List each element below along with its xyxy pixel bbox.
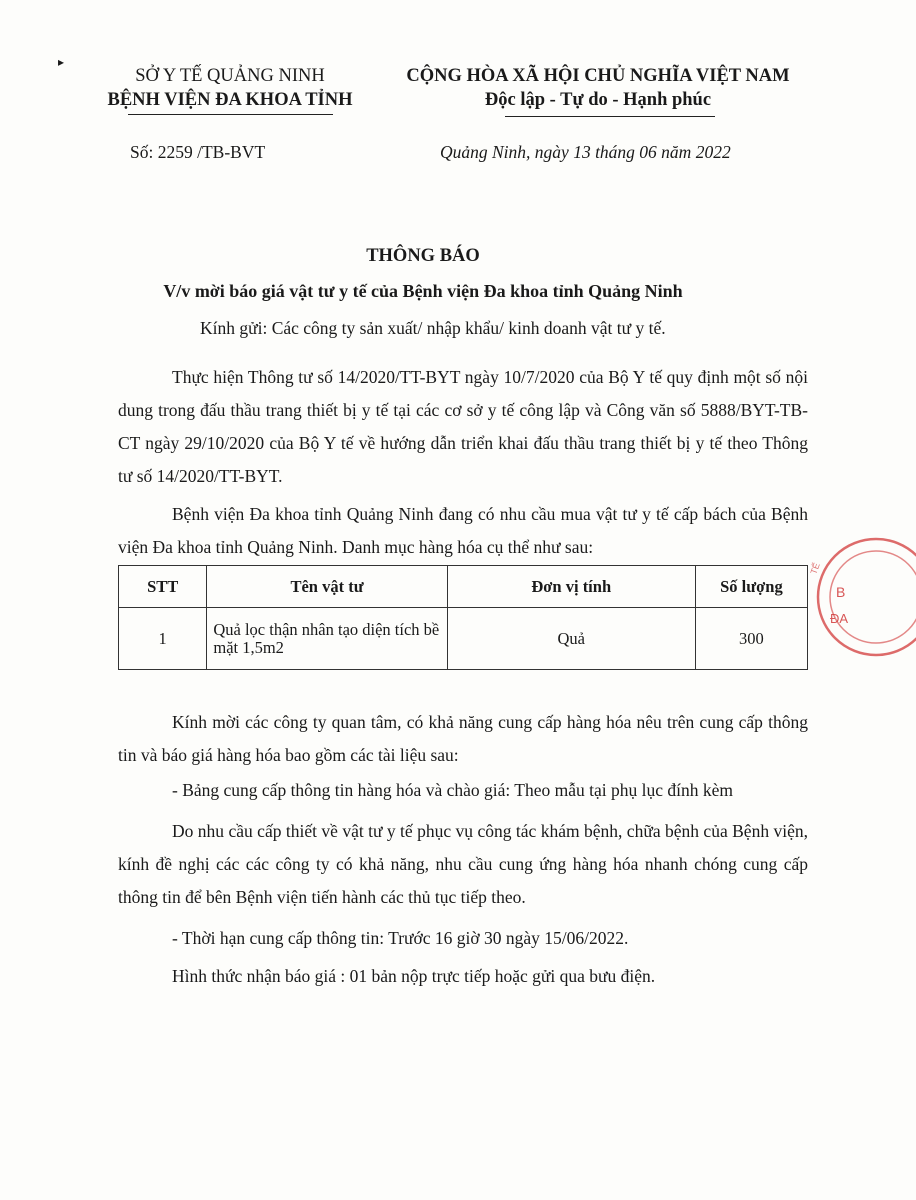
table-header-row [119,566,808,608]
issuer-block [95,64,365,112]
document-subtitle: V/v mời báo giá vật tư y tế của Bệnh viện Đa khoa tỉnh Quảng Ninh [163,281,683,301]
seal-text-da: ĐA [830,611,849,626]
cell-item-name: Quả lọc thận nhân tạo diện tích bề mặt 1,5m2 [207,608,447,670]
place-date: Quảng Ninh, ngày 13 tháng 06 năm 2022 [440,142,731,162]
paragraph-invitation: Kính mời các công ty quan tâm, có khả năng cung cấp hàng hóa nêu trên cung cấp thông tin và báo giá hàng hóa bao gồm các tài liệu sau: [118,712,808,765]
issuer-department: SỞ Y TẾ QUẢNG NINH [135,66,325,86]
cell-stt: 1 [119,608,207,670]
header-quantity: Số lượng [695,566,807,608]
document-title: THÔNG BÁO [366,246,480,266]
paragraph-urgency: Do nhu cầu cấp thiết về vật tư y tế phục vụ công tác khám bệnh, chữa bệnh của Bệnh viện, kính đề nghị các các công ty có khả năng, nhu cầu cung ứng hàng hóa nhanh chóng cung cấp thông tin để bên Bệnh viện tiến hành các thủ tục tiếp theo. [118,821,808,907]
seal-text-b: B [836,584,846,600]
national-heading [388,64,808,112]
header-unit: Đơn vị tính [447,566,695,608]
goods-table [118,565,808,670]
cell-quantity: 300 [695,608,807,670]
motto-underline [505,116,715,117]
cell-unit: Quả [447,608,695,670]
recipient-line: Kính gửi: Các công ty sản xuất/ nhập khẩu/ kinh doanh vật tư y tế. [200,318,666,338]
header-item-name: Tên vật tư [207,566,447,608]
table-row [119,608,808,670]
document-number: Số: 2259 /TB-BVT [130,142,266,162]
issuer-underline [128,114,333,115]
seal-text-te: TẾ [808,561,822,576]
paragraph-submission: Hình thức nhận báo giá : 01 bản nộp trực tiếp hoặc gửi qua bưu điện. [172,966,656,986]
national-name: CỘNG HÒA XÃ HỘI CHỦ NGHĨA VIỆT NAM [406,66,790,86]
red-seal-stamp [806,535,916,660]
scan-mark: ▸ [58,55,65,69]
paragraph-legal-basis: Thực hiện Thông tư số 14/2020/TT-BYT ngày 10/7/2020 của Bộ Y tế quy định một số nội dung trong đấu thầu trang thiết bị y tế tại các cơ sở y tế công lập và Công văn số 5888/BYT-TB-CT ngày 29/10/2020 của Bộ Y tế về hướng dẫn triển khai đấu thầu trang thiết bị y tế theo Thông tư số 14/2020/TT-BYT. [118,367,808,486]
header-stt: STT [119,566,207,608]
paragraph-need: Bệnh viện Đa khoa tỉnh Quảng Ninh đang có nhu cầu mua vật tư y tế cấp bách của Bệnh viện Đa khoa tỉnh Quảng Ninh. Danh mục hàng hóa cụ thể như sau: [118,504,808,557]
issuer-hospital: BỆNH VIỆN ĐA KHOA TỈNH [107,90,353,110]
bullet-price-sheet: - Bảng cung cấp thông tin hàng hóa và chào giá: Theo mẫu tại phụ lục đính kèm [172,780,733,800]
national-motto: Độc lập - Tự do - Hạnh phúc [484,90,712,110]
bullet-deadline: - Thời hạn cung cấp thông tin: Trước 16 giờ 30 ngày 15/06/2022. [172,928,629,948]
